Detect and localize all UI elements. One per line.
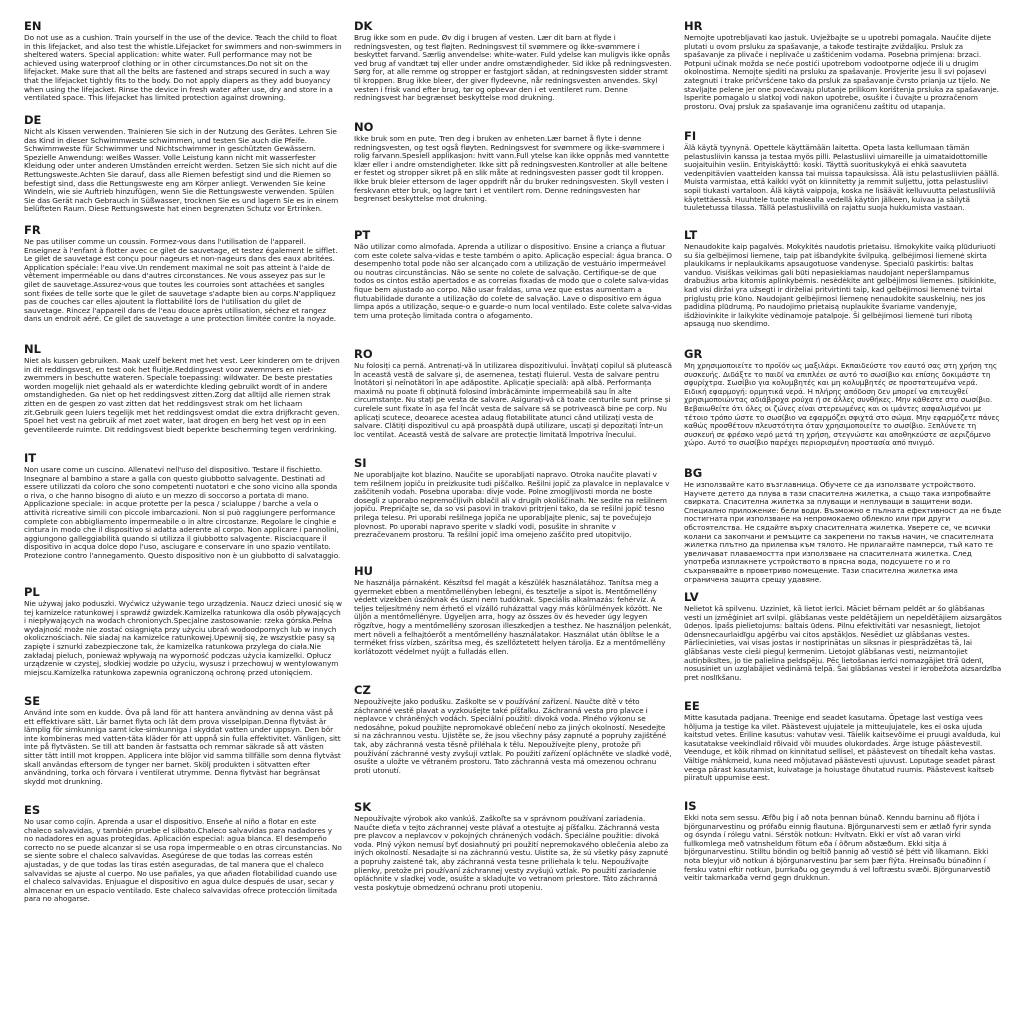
language-code: HU bbox=[354, 564, 373, 578]
language-code: DE bbox=[24, 113, 42, 127]
instruction-text: Non usare come un cuscino. Allenatevi nell'uso del dispositivo. Testare il fischietto. Insegnare al bambino a stare a galla con questo giubbotto salvagente. Destinati ad essere utilizzati da coloro che sono competenti nuotatori e che sono vicino alla sponda o riva, o che hanno bisogno di aiuto e un mezzo di soccorso a portata di mano. Applicazione speciale: in acque protette per la pesca / scialuppe / barche a vela o attività ricreative simili con piccole imbarcazioni. Non si può raggiungere performance complete con abbigliamento impermeabile o in altre circostanze. Regolare le cinghie e cintura in modo che il dispositivo si adatta aderente al corpo. Non applicare i pannolini, aggiungono galleggiabilità quando si utilizza il giubbotto salvagente. Risciacquare il dispositivo in acqua dolce dopo l'uso, asciugare e conservare in uno spazio ventilato. Protezione contro l'annegamento. Questo dispositivo non è un giubbotto di salvataggio. bbox=[24, 465, 341, 560]
instruction-text: Mitte kasutada padjana. Treenige end seadet kasutama. Õpetage last vestiga vees hõljuma ja testige ka vilet. Päästevest ujujatele ja mitteujujatele, kes ei oska ujuda kaitstud vetes. Eriline kasutus: vahutav vesi. Täielik kaitsevõime ei pruugi avalduda, kui kasutatakse veekindlaid rõivaid või muudes olukordades. Ärge istuge päästevestil. Veenduge, et kõik rihmad on kinnitatud sellisel, et päästevest on tihedalt keha vastas. Vältige mähkmeid, kuna need mõjutavad päästevesti ujuvust. Loputage seadet pärast veega pärast kasutamist, kuivatage ja hoiustage õhutatud ruumis. Päästevest kaitseb piiratult uppumise eest. bbox=[684, 713, 1001, 783]
instruction-text: Do not use as a cushion. Train yourself in the use of the device. Teach the child to float in this lifejacket, and also test the whistle.Lifejacket for swimmers and non-swimmers in sheltered waters. Special application: white water. Full performance may not be achieved using waterproof clothing or in other circumstances.Do not sit on the lifejacket. Make sure that all the belts are fastened and straps secured in such a way that the lifejacket tightly fits to the body. Do not apply diapers as they add buoyancy when using the lifejacket. Rinse the device in fresh water after use, dry and store in a ventilated space. This lifejacket has limited protection against drowning. bbox=[24, 33, 342, 103]
instruction-text: Ne uporabljajte kot blazino. Naučite se uporabljati napravo. Otroka naučite plavati v tem rešilnem jopiču in preizkusite tudi piščalko. Rešilni jopič za plavalce in neplavalce v zaščitenih vodah. Posebna uporaba: divje vode. Polne zmogljivosti morda ne boste dosegli z uporabo nepremočljivih oblačil ali v drugih okoliščinah. Ne sedite na rešilnem jopiču. Prepričajte se, da so vsi pasovi in trakovi pritrjeni tako, da se rešilni jopič tesno prilega telesu. Pri uporabi rešilnega jopiča ne uporabljajte plenic, saj te povečujejo plovnost. Po uporabi napravo sperite v sladki vodi, posušite in shranite v prezračevanem prostoru. Ta rešilni jopič ima omejeno zaščito pred utopitvijo. bbox=[354, 470, 670, 540]
section-hu bbox=[354, 565, 672, 656]
instruction-text: Nie używaj jako poduszki. Wyćwicz używanie tego urządzenia. Naucz dzieci unosić się w tej kamizelce ratunkowej i sprawdź gwizdek.Kamizelka ratunkowa dla osób pływających i niepływających na wodach chronionych.Specjalne zastosowanie: rzeka górska.Pełna wydajność może nie zostać osiągnięta przy użyciu ubrań wodoodpornych lub w innych okolicznościach. Nie siadaj na kamizelce ratunkowej.Upewnij się, że wszystkie pasy są zapięte i sznurki zabezpieczone tak, że kamizelka ratunkowa przylega do ciała.Nie zakładaj pieluch, ponieważ wpływają na wyporność podczas użycia kamizelki. Opłucz urządzenie w czystej, słodkiej wodzie po użyciu, wysusz i przechowuj w wentylowanym miejscu.Kamizelka ratunkowa zapewnia ograniczoną ochronę przed utonięciem. bbox=[24, 599, 342, 677]
language-code: GR bbox=[684, 347, 703, 361]
instruction-text: Не използвайте като възглавница. Обучете се да използвате устройството. Научете детето да плува в тази спасителна жилетка, а също така изпробвайте свирката. Спасителна жилетка за плуващи и неплуващи в защитени води. Специално приложение: бели води. Възможно е пълната ефективност да не бъде постигната при използване на непромокаемо облекло или при други обстоятелства. Не сядайте върху спасителната жилетка. Уверете се, че всички колани са закопчани и ремъците са закрепени по такъв начин, че спасителната жилетка плътно да прилепва към тялото. Не прилагайте памперси, тъй като те увеличават плаваемостта при използване на спасителната жилетка. След употреба изплакнете устройството в прясна вода, подсушете го и го съхранявайте в проветриво помещение. Тази спасителна жилетка има ограничена защита срещу удавяне. bbox=[684, 480, 1002, 584]
instruction-text: Ne pas utiliser comme un coussin. Formez-vous dans l'utilisation de l'appareil. Enseignez à l'enfant à flotter avec ce gilet de sauvetage, et testez également le sifflet. Le gilet de sauvetage est conçu pour nageurs et non-nageurs dans des eaux abritées. Application spéciale: l'eau vive.Un rendement maximal ne soit pas atteint à l'aide de vêtement imperméable ou dans d'autres circonstances. Ne vous asseyez pas sur le gilet de sauvetage.Assurez-vous que toutes les courroies sont attachées et sangles sont fixées de telle sorte que le gilet de sauvetage s'adapte bien au corps.N'appliquez pas de couches car elles ajoutent la flottabilité lors de l'utilisation du gilet de sauvetage. Rincez l'appareil dans de l'eau douce après utilisation, séchez et rangez dans un endroit aéré. Ce gilet de sauvetage a une protection limitée contre la noyade. bbox=[24, 237, 338, 324]
section-fi bbox=[684, 130, 1002, 213]
instruction-text: Não utilizar como almofada. Aprenda a utilizar o dispositivo. Ensine a criança a flutuar com este colete salva-vidas e teste também o apito. Aplicação especial: água branca. O desempenho total pode não ser alcançado com a utilização de vestuário impermeável ou noutras circunstâncias. Não se sente no colete de salvação. Certifique-se de que todos os cintos estão apertados e as correias fixadas de modo que o colete salva-vidas fique bem ajustado ao corpo. Não usar fraldas, uma vez que estas aumentam a flutuabilidade durante a utilização do colete de salvação. Lave o dispositivo em água limpa após a utilização, seque-o e guarde-o num local ventilado. Este colete salva-vidas tem uma proteção limitada contra o afogamento. bbox=[354, 242, 672, 320]
instruction-text: Älä käytä tyynynä. Opettele käyttämään laitetta. Opeta lasta kellumaan tämän pelastusliivin kanssa ja testaa myös pilli. Pelastusliivi uimareille ja uimataidottomille suojaituihin vesiin. Erityiskäyttö: koski. Täyttä suorituskykyä ei ehkä saavuteta vedenpitävien vaatteiden kanssa tai muissa tapauksissa. Älä istu pelastusliivien päällä. Muista varmistaa, että kaikki vyöt on kiinnitetty ja remmit suljettu, jotta pelastusliivi sopii tiukasti vartaloon. Älä käytä vaippoja, koska ne lisäävät kelluvuutta pelastusliiviä käytettäessä. Huuhtele tuote makealla vedellä käytön jälkeen, kuivaa ja säilytä tuuletetussa tilassa. Tällä pelastusliivillä on rajattu suoja hukkumista vastaan. bbox=[684, 143, 1000, 213]
language-code: CZ bbox=[354, 683, 371, 697]
instruction-text: Brug ikke som en pude. Øv dig i brugen af vesten. Lær dit barn at flyde i redningsvesten, og test fløjten. Redningsvest til svømmere og ikke-svømmere i beskyttet farvand. Særlig anvendelse: white-water. Fuld ydelse kan muligvis ikke opnås ved brug af vandtæt tøj eller under andre omstændigheder. Sid ikke på redningsvesten. Sørg for, at alle remme og stropper er fastgjort sådan, at redningsvesten sidder stramt til kroppen. Brug ikke bleer, der giver flydeevne, når redningsvesten anvendes. Skyl vesten i frisk vand efter brug, tør og opbevar den i et ventileret rum. Denne redningsvest har begrænset beskyttelse mod drukning. bbox=[354, 33, 672, 103]
section-lt bbox=[684, 229, 1002, 329]
instruction-text: Ikke bruk som en pute. Tren deg i bruken av enheten.Lær barnet å flyte i denne redningsvesten, og test også fløyten. Redningsvest for svømmere og ikke-svømmere i rolig farvann.Spesiell applikasjon: hvitt vann.Full ytelse kan ikke oppnås med vanntette klær eller i andre omstendigheter. Ikke sitt på redningsvesten.Kontroller at alle beltene er festet og stropper sikret på en slik måte at redningsvesten passer godt til kroppen. Ikke bruk bleier ettersom de lager oppdrift når du bruker redningsvesten. Skyll vesten i ferskvann etter bruk, og lagre tørt i et ventilert rom. Denne redningsvesten har begrenset beskyttelse mot drukning. bbox=[354, 134, 669, 204]
language-code: IS bbox=[684, 799, 697, 813]
language-code: LT bbox=[684, 228, 698, 242]
section-de bbox=[24, 114, 342, 214]
language-code: LV bbox=[684, 590, 699, 604]
section-ro bbox=[354, 348, 672, 439]
section-nl bbox=[24, 343, 342, 434]
section-cz bbox=[354, 684, 672, 775]
instruction-text: Nepoužívejte jako podušku. Zaškolte se v používání zařízení. Naučte dítě v této záchranné vestě plavat a vyzkoušejte také píšťalku. Záchranná vesta pro plavce i neplavce v chráněných vodách. Speciální použití: divoká voda. Plného výkonu se nedosáhne, pokud použijte nepromokavé oblečení nebo za jiných okolností. Nesedejte si na záchrannou vestu. Ujistěte se, že jsou všechny pásy zapnuté a popruhy zajištěné tak, aby záchranná vesta těsně přiléhala k tělu. Nepoužívejte pleny, protože při používání záchranné vesty zvyšují vztlak. Po použití zařízení opláchněte ve sladké vodě, osušte a uložte ve větraném prostoru. Tato záchranná vesta má omezenou ochranu proti utonutí. bbox=[354, 697, 672, 775]
instruction-text: Μη χρησιμοποιείτε το προϊόν ως μαξιλάρι. Εκπαιδεύστε τον εαυτό σας στη χρήση της συσκευής. Διδάξτε το παιδί να επιπλέει σε αυτό το σωσίβιο και επίσης δοκιμάστε τη σφυρίχτρα. Σωσίβιο για κολυμβητές και μη κολυμβητές σε προστατευμένα νερά. Ειδική εφαρμογή: ορμητικά νερά. Η πλήρης απόδοση δεν μπορεί να επιτευχθεί χρησιμοποιώντας αδιάβροχα ρούχα ή σε άλλες συνθήκες. Μην κάθεστε στο σωσίβιο. Βεβαιωθείτε ότι όλες οι ζώνες είναι στερεωμένες και οι ιμάντες ασφαλισμένοι με τέτοιο τρόπο ώστε το σωσίβιο να εφαρμόζει σφιχτά στο σώμα. Μην εφαρμόζετε πάνες καθώς προσθέτουν πλευστότητα όταν χρησιμοποιείτε το σωσίβιο. Ξεπλύνετε τη συσκευή σε φρέσκο νερό μετά τη χρήση, στεγνώστε και αποθηκεύστε σε αεριζόμενο χώρο. Αυτό το σωσίβιο παρέχει περιορισμένη προστασία από πνιγμό. bbox=[684, 361, 1000, 448]
section-ee bbox=[684, 700, 1002, 783]
section-si bbox=[354, 457, 672, 540]
language-code: HR bbox=[684, 19, 703, 33]
language-code: PT bbox=[354, 228, 371, 242]
section-dk bbox=[354, 20, 672, 103]
language-code: IT bbox=[24, 451, 37, 465]
language-code: SI bbox=[354, 456, 367, 470]
section-bg bbox=[684, 467, 1002, 584]
language-code: NL bbox=[24, 342, 41, 356]
section-no bbox=[354, 121, 672, 204]
instruction-text: No usar como cojín. Aprenda a usar el dispositivo. Enseñe al niño a flotar en este chaleco salvavidas, y también pruebe el silbato.Chaleco salvavidas para nadadores y no nadadores en aguas protegidas. Aplicación especial: agua blanca. El desempeño correcto no se puede alcanzar si se usa ropa impermeable o en otras circunstancias. No se siente sobre el chaleco salvavidas. Asegúrese de que todas las correas estén ajustadas, y de que todas las tiras estén aseguradas, de tal manera que el chaleco salvavidas se ajuste al cuerpo. No use pañales, ya que añaden flotabilidad cuando use el chaleco salvavidas. Enjuague el dispositivo en agua dulce después de usar, secar y almacenar en un espacio ventilado. Este chaleco salvavidas ofrece protección limitada para no ahogarse. bbox=[24, 817, 342, 904]
language-code: SK bbox=[354, 800, 372, 814]
section-lv bbox=[684, 591, 1002, 682]
language-code: DK bbox=[354, 19, 373, 33]
language-code: EE bbox=[684, 699, 700, 713]
language-code: BG bbox=[684, 466, 703, 480]
section-gr bbox=[684, 348, 1002, 448]
section-is bbox=[684, 800, 1002, 883]
language-code: NO bbox=[354, 120, 374, 134]
language-code: PL bbox=[24, 585, 40, 599]
instruction-text: Nemojte upotrebljavati kao jastuk. Uvježbajte se u upotrebi pomagala. Naučite dijete plutati u ovom prsluku za spašavanje, a takođe testirajte zviždaljku. Prsluk za spašavanje za plivače i neplivače u zaštićenim vodama. Posebna primjena: brzaci. Potpuni učinak možda se neće postići upotrebom vodootporne odjeće ili u drugim okolnostima. Nemojte sjediti na prsluku za spašavanje. Provjerite jesu li svi pojasevi zategnuti i trake pričvršćene tako da prsluk za spašavanje čvrsto prianja uz tijelo. Ne stavljajte pelene jer one povećavaju plutanje prilikom korištenja prsluka za spašavanje. Isperite pomagalo u slatkoj vodi nakon upotrebe, osušite i čuvajte u prozračenom prostoru. Ovaj prsluk za spašavanje ima ograničenu zaštitu od utapanja. bbox=[684, 33, 999, 111]
language-code: ES bbox=[24, 803, 41, 817]
language-code: EN bbox=[24, 19, 42, 33]
instruction-text: Ne használja párnaként. Készítsd fel magát a készülék használatához. Tanítsa meg a gyermeket ebben a mentőmellényben lebegni, és tesztelje a sípot is. Mentőmellény védett vizekben úszóknak és úszni nem tudóknak. Speciális alkalmazás: fehérvíz. A teljes teljesítmény nem érhető el vízálló ruházattal vagy más körülmények között. Ne üljön a mentőmellényre. Ügyeljen arra, hogy az összes öv és heveder úgy legyen rögzítve, hogy a mentőmellény szorosan illeszkedjen a testhez. Ne használjon pelenkát, mert növeli a felhajtóerőt a mentőmellény használatakor. Használat után öblítse le a terméket friss vízben, szárítsa meg, és szellőztetett helyen tárolja. Ez a mentőmellény korlátozott védelmet nyújt a fulladás ellen. bbox=[354, 578, 672, 656]
section-en bbox=[24, 20, 342, 103]
instruction-text: Ekki nota sem sessu. Æfðu þig í að nota þennan búnað. Kenndu barninu að fljóta í björgunarvestinu og prófaðu einnig flautuna. Björgunarvesti sem er ætlað fyrir synda og ósynda í rólegu vatni. Sérstök notkun: Hvítvatn. Ekki er víst að varan virki fullkomlega með vatnsheldum fötum eða í öðrum aðstæðum. Ekki sitja á björgunarvestinu. Stilltu böndin og beltið þannig að vestið sé þétt við líkamann. Ekki nota bleyjur við notkun á björgunarvestinu þar sem þær flýta. Hreinsaðu búnaðinn í fersku vatni eftir notkun, þurrkaðu og geymdu á vel loftræstu svæði. Björgunarvestið veitir takmarkaða vernd gegn drukknun. bbox=[684, 813, 992, 883]
section-it bbox=[24, 452, 342, 561]
instruction-text: Nepoužívajte výrobok ako vankúš. Zaškoľte sa v správnom používaní zariadenia. Naučte dieťa v tejto záchrannej veste plávať a otestujte aj píšťalku. Záchranná vesta pre plavcov a neplavcov v pokojných chránených vodách. Špeciálne použitie: divoká voda. Plný výkon nemusí byť dosiahnutý pri použití nepremokavého oblečenia alebo za iných okolností. Nesadajte si na záchrannú vestu. Uistite sa, že sú všetky pásy zapnuté a popruhy zaistené tak, aby záchranná vesta tesne priliehala k telu. Nepoužívajte plienky, pretože pri používaní záchrannej vesty zvyšujú vztlak. Po použití zariadenie opláchnite v sladkej vode, osušte a skladujte vo vetranom priestore. Táto záchranná vesta poskytuje obmedzenú ochranu proti utopeniu. bbox=[354, 814, 669, 892]
language-code: FI bbox=[684, 129, 697, 143]
instruction-text: Nenaudokite kaip pagalvės. Mokykitės naudotis prietaisu. Išmokykite vaiką plūduriuoti su šia gelbėjimosi liemene, taip pat išbandykite švilpuką. gelbėjimosi liemenė skirta plaukikams ir neplaukikams apsaugotuose vandenyse. Specialū paskirtis: baltas vanduo. Visiškas veikimas gali būti nepasiekiamas naudojant neperšlampamus drabužius arba kitomis aplinkybėmis. nesėdėkite ant gelbėjimosi liemenės. Įsitikinkite, kad visi diržai yra užsegti ir dirželiai pritvirtinti taip, kad gelbėjimosi liemenė tvirtai priglustų prie kūno. Naudojant gelbėjimosi liemenę nenaudokite sauskelnių, nes jos padidina plūdrumą. Po naudojimo prietaisą nuplaukite švariame vandenyje, išdžiovinkite ir laikykite vėdinamoje patalpoje. Ši gelbėjimosi liemenė turi ribotą apsaugą nuo skendimo. bbox=[684, 242, 997, 329]
section-es bbox=[24, 804, 342, 904]
section-pt bbox=[354, 229, 672, 320]
section-sk bbox=[354, 801, 672, 892]
instruction-text: Nicht als Kissen verwenden. Trainieren Sie sich in der Nutzung des Gerätes. Lehren Sie das Kind in dieser Schwimmweste schwimmen, und testen Sie auch die Pfeife. Schwimmweste für Schwimmer und Nichtschwimmer in geschützten Gewässern. Spezielle Anwendung: weißes Wasser. Volle Leistung kann nicht mit wasserfester Kleidung oder unter anderen Umständen erreicht werden. Setzen Sie sich nicht auf die Rettungsweste.Achten Sie darauf, dass alle Riemen befestigt sind und die Riemen so befestigt sind, dass die Rettungsweste eng am Körper anliegt. Verwenden Sie keine Windeln, wie sie Auftrieb hinzufügen, wenn Sie die Rettungsweste verwenden. Spülen Sie das Gerät nach Gebrauch in Süßwasser, trocknen Sie es und lagern Sie es in einem belüfteten Raum. Diese Rettungsweste hat einen begrenzten Schutz vor Ertrinken. bbox=[24, 127, 339, 214]
language-code: RO bbox=[354, 347, 373, 361]
instruction-text: Nelietot kā spilvenu. Uzziniet, kā lietot ierīci. Māciet bērnam peldēt ar šo glābšanas vesti un izmēģiniet arī svilpi. glābšanas veste peldētājiem un nepeldētājiem aizsargātos ūdeņos. Īpašs pielietojums: baltais ūdens. Pilnu efektivitāti var nesasniegt, lietojot ūdensnecaurlaidīgu apģērbu vai citos apstākļos. Nesēdiet uz glābšanas vestes. Pārliecinieties, vai visas jostas ir nostiprinātas un siksnas ir piesprādzētas tā, lai glābšanas veste cieši pieguļ ķermenim. Lietojot glābšanas vesti, neizmantojiet autiņbiksītes, jo tie palielina peldspēju. Pēc lietošanas ierīci nomazgājiet tīrā ūdenī, nosusiniet un uzglabājiet vēdināmā telpā. Šai glābšanas vestei ir ierobežota aizsardzība pret noslīkšanu. bbox=[684, 604, 1002, 682]
language-code: FR bbox=[24, 223, 41, 237]
instruction-text: Använd inte som en kudde. Öva på land för att hantera användning av denna väst på ett effektivare sätt. Lär barnet flyta och lät dem prova visselpipan.Denna flytväst är lämplig för simkunniga samt icke-simkunniga i skyddat vatten under uppsyn. Den bör inte kombineras med vatten-täta kläder för att uppnå sin fulla effektivitet. Vänligen, sitt inte på flytvästen. Se till att banden är fastsatta och remmar säkrade så att västen sitter tätt intill mot kroppen. Applicera inte blöjor vid samma tillfälle som denna flytväst skall användas eftersom de tynger ner barnet. Skölj produkten i sötvatten efter användning, torka och förvara i ventilerat utrymme. Denna flytväst har begränsat skydd mot drunkning. bbox=[24, 708, 341, 786]
language-code: SE bbox=[24, 694, 41, 708]
section-hr bbox=[684, 20, 1002, 111]
section-se bbox=[24, 695, 342, 786]
instruction-text: Nu folosiți ca pernă. Antrenați-vă în utilizarea dispozitivului. Învățați copilul să plutească în această vestă de salvare și, de asemenea, testați fluierul. Vesta de salvare pentru înotători și neînotători în ape adăpostite. Aplicație specială: apă albă. Performanța maximă nu poate fi obținută folosind îmbrăcăminte impermeabilă sau în alte circumstanțe. Nu stați pe vesta de salvare. Asigurați-vă că toate centurile sunt prinse și curelele sunt fixate în așa fel încât vesta de salvare să se potrivească bine pe corp. Nu aplicați scutece, deoarece acestea adaug flotabilitate atunci când utilizați vesta de salvare. Clătiți dispozitivul cu apă proaspătă după utilizare, uscați și depozitați într-un loc ventilat. Această vestă de salvare are protecție limitată împotriva înecului. bbox=[354, 361, 672, 439]
instruction-text: Niet als kussen gebruiken. Maak uzelf bekent met het vest. Leer kinderen om te drijven in dit reddingsvest, en test ook het fluitje.Reddingsvest voor zwemmers en niet-zwemmers in beschutte wateren. Speciale toepassing: wildwater. De beste prestaties worden mogelijk niet gehaald als er waterdichte kleding gebruikt wordt of in andere omstandigheden. Ga niet op het reddingsvest zitten.Zorg dat alltijd alle riemen strak zitten en de gespen zo vast zitten dat het reddingsvest strak om het lichaam zit.Gebruik geen luiers tegelijk met het reddingsvest omdat die extra drijfkracht geven. Spoel het vest na gebruik af met zoet water, laat drogen en berg het vest op in een geventileerde ruimte. Dit reddingsvest biedt beperkte bescherming tegen verdrinking. bbox=[24, 356, 340, 434]
section-pl bbox=[24, 586, 342, 677]
section-fr bbox=[24, 224, 342, 324]
